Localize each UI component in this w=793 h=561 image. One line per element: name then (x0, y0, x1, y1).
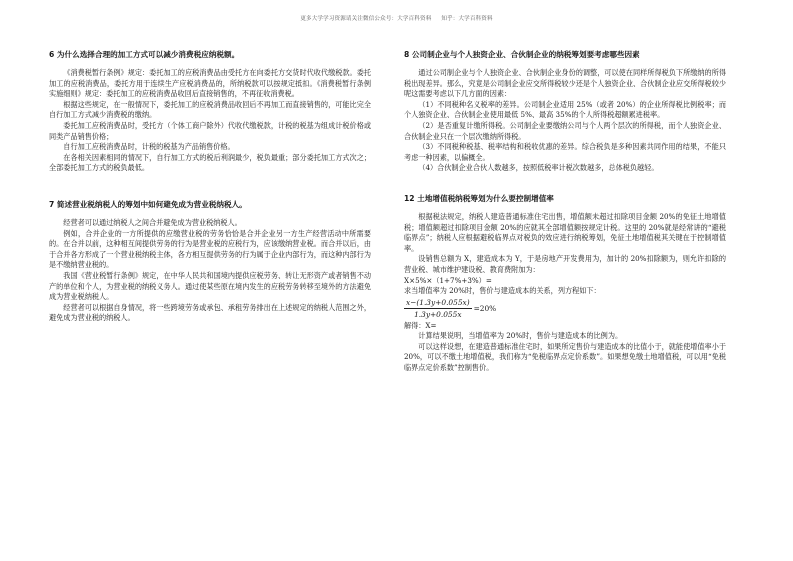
section-6-para-3: 委托加工应税消费品时，受托方（个体工商户除外）代收代缴税款，计税的税基为组成计税价格或同类产品销售价格； (49, 120, 371, 141)
header-right-text: 知乎：大学百科资料 (441, 16, 493, 22)
section-7-para-1: 经营者可以通过纳税人之间合并避免成为营业税纳税人。 (63, 217, 242, 227)
equation-fraction (404, 298, 472, 319)
section-8 (404, 50, 726, 174)
section-12 (404, 194, 726, 374)
section-12-para-3: 求当增值率为 20%时，售价与建造成本的关系，列方程如下： (404, 286, 601, 296)
section-12-solution: 解得：X= (404, 320, 437, 330)
section-8-para-3: （2）是否重复计缴所得税。公司制企业要缴纳公司与个人两个层次的所得税，而个人独资企业、合伙制企业只在一个层次缴纳所得税。 (404, 120, 726, 141)
header-left-text: 更多大学学习资源请关注微信公众号：大学百科资料 (300, 16, 432, 22)
section-8-title: 8 公司制企业与个人独资企业、合伙制企业的纳税筹划要考虑哪些因素 (404, 50, 640, 59)
page-header (0, 14, 793, 22)
section-12-para-5: 可以这样设想，在建造普通标准住宅时，如果所定售价与建造成本的比值小于，就能使增值率小于 20%，可以不缴土地增值税，我们称为“免税临界点定价系数”。如果想免缴土地增值税，可以用“免税临界点定价系数”控制售价。 (404, 341, 726, 373)
section-6-title: 6 为什么选择合理的加工方式可以减少消费税应纳税额。 (49, 50, 240, 59)
section-8-para-2: （1）不同税种名义税率的差异。公司制企业适用 25%（或者 20%）的企业所得税比例税率；而个人独资企业、合伙制企业使用最低 5%、最高 35%的个人所得税超额累进税率。 (404, 99, 726, 120)
section-8-para-5: （4）合伙制企业合伙人数越多，按照低税率计税次数越多，总体税负越轻。 (418, 163, 659, 173)
equation-numerator: x−(1.3y+0.055x) (406, 297, 470, 307)
section-12-para-2: 设销售总额为 X，建造成本为 Y，于是房地产开发费用为，加计的 20%扣除额为，则允许扣除的营业税、城市维护建设税、教育费附加为： (404, 254, 726, 274)
right-column (404, 50, 726, 374)
section-8-para-4: （3）不同税种税基、税率结构和税收优惠的差异。综合税负是多种因素共同作用的结果，不能只考虑一种因素，以偏概全。 (404, 142, 726, 162)
section-12-para-1: 根据税法规定，纳税人建造普通标准住宅出售，增值额未超过扣除项目金额 20%的免征土地增值税；增值额超过扣除项目金额 20%的应就其全部增值额按规定计税。这里的 20%就是经常讲的“避税临界点”；纳税人应根据避税临界点对税负的效应进行纳税筹划，免征土地增值税其关键在于控制增值率。 (404, 211, 726, 253)
section-6-para-5: 在各相关因素相同的情况下，自行加工方式的税后利润最少，税负最重；部分委托加工方式次之；全部委托加工方式的税负最低。 (49, 152, 371, 173)
section-7 (49, 200, 371, 324)
section-7-para-2: 例如，合并企业的一方所提供的应缴营业税的劳务恰恰是合并企业另一方生产经营活动中所需要的。在合并以前，这种相互间提供劳务的行为是营业税的应税行为，应该缴纳营业税。而合并以后，由于合并各方形成了一个营业税纳税主体，各方相互提供劳务的行为属于企业内部行为，而这种内部行为是不缴纳营业税的。 (49, 228, 371, 270)
section-8-para-1: 通过公司制企业与个人独资企业、合伙制企业身份的调整，可以使在同样所得税负下所缴纳的所得税出现差异。那么，究竟是公司制企业应交所得税较少还是个人独资企业、合伙制企业应交所得税较少呢这需要考虑以下几方面的因素： (404, 68, 726, 99)
section-6-para-4: 自行加工应税消费品时，计税的税基为产品销售价格。 (63, 142, 235, 152)
section-12-para-4: 计算结果说明，当增值率为 20%时，售价与建造成本的比例为。 (418, 331, 623, 341)
section-6-para-2: 根据这些规定，在一般情况下，委托加工的应税消费品收回后不再加工而直接销售的，可能比完全自行加工方式减少消费税的缴纳。 (49, 99, 371, 120)
section-12-formula-line: X×5%×（1+7%+3%）= (404, 275, 492, 285)
section-6-para-1: 《消费税暂行条例》规定：委托加工的应税消费品由受托方在向委托方交货时代收代缴税款。委托加工的应税消费品，委托方用于连续生产应税消费品的，所纳税款可以按规定抵扣。《消费税暂行条例实施细则》规定：委托加工的应税消费品收回后直接销售的，不再征收消费税。 (49, 68, 371, 99)
section-7-title: 7 简述营业税纳税人的筹划中如何避免成为营业税纳税人。 (49, 199, 247, 209)
section-6 (49, 50, 371, 174)
equation-denominator: 1.3y+0.055x (414, 309, 462, 319)
section-7-para-3: 我国《营业税暂行条例》规定，在中华人民共和国境内提供应税劳务、转让无形资产或者销售不动产的单位和个人，为营业税的纳税义务人。通过使某些原在境内发生的应税劳务转移至境外的方法避免成为营业税纳税人。 (49, 270, 371, 302)
increment-rate-equation (404, 298, 726, 319)
section-12-title: 12 土地增值税纳税筹划为什么要控制增值率 (404, 193, 554, 203)
section-7-para-4: 经营者可以根据自身情况，将一些跨境劳务或承包、承租劳务排出在上述规定的纳税人范围之外，避免成为营业税的纳税人。 (49, 302, 371, 323)
left-column (49, 50, 371, 324)
equation-result: =20% (473, 303, 497, 313)
